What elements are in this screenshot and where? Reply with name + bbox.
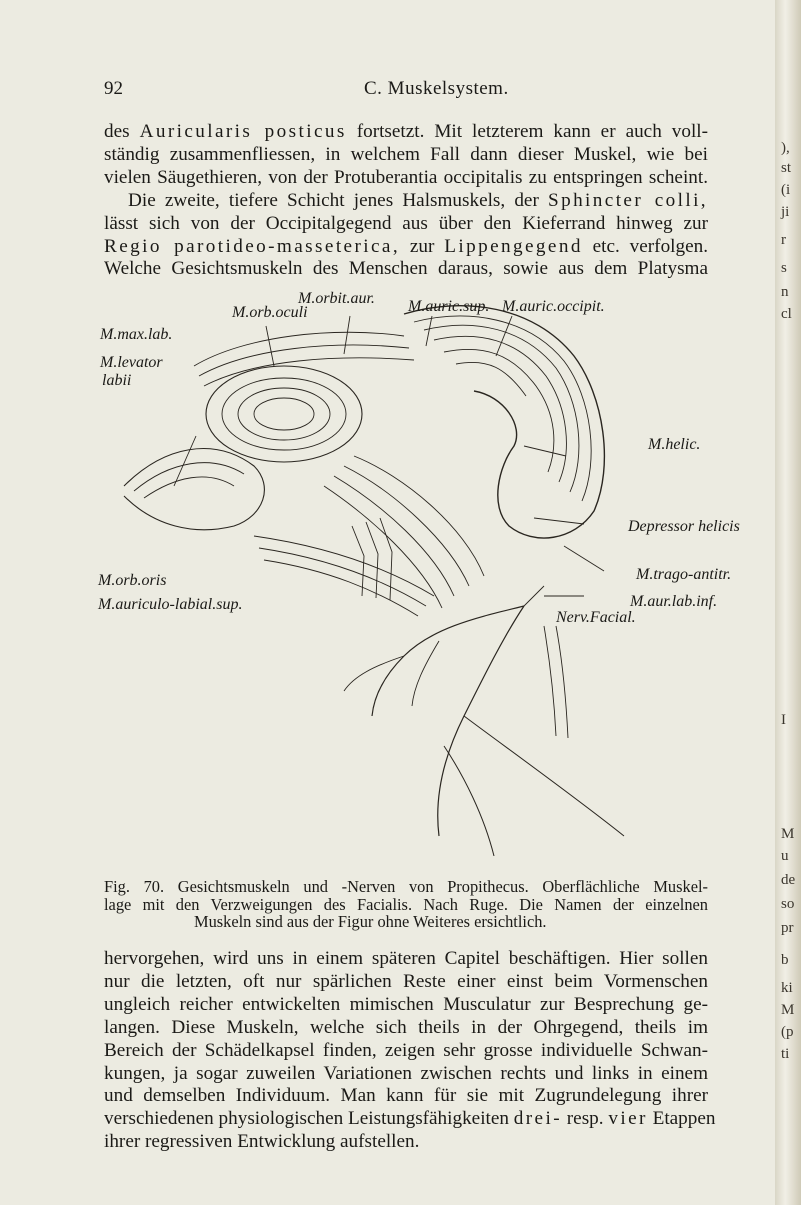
text-line: lässt sich von der Occipitalgegend aus über den Kieferrand hinweg zur: [104, 212, 708, 234]
text-line: Regio parotideo-masseterica, zur Lippengegend etc. verfolgen.: [104, 235, 709, 257]
label-depressor-helicis: Depressor helicis: [628, 518, 740, 535]
text-line: Welche Gesichtsmuskeln des Menschen daraus, sowie aus dem Platysma: [104, 258, 708, 280]
margin-fragment: cl: [781, 306, 792, 322]
text-line: ungleich reicher entwickelten mimischen Musculatur zur Besprechung ge-: [104, 993, 708, 1015]
margin-fragment: M: [781, 826, 795, 842]
label-m-auric-occipit: M.auric.occipit.: [502, 298, 605, 315]
text-line: vielen Säugethieren, von der Protuberantia occipitalis zu entspringen scheint.: [104, 166, 708, 188]
margin-fragment: s: [781, 260, 787, 276]
text-line: des Auricularis posticus fortsetzt. Mit letzterem kann er auch voll-: [104, 121, 708, 142]
margin-fragment: ji: [781, 204, 790, 220]
text-line: nur die letzten, oft nur spärlichen Reste einer einst beim Vormenschen: [104, 970, 708, 992]
running-head: C. Muskelsystem.: [364, 78, 509, 99]
paragraph-bottom: [104, 948, 716, 1154]
text-line: ständig zusammenfliessen, in welchem Fall dann dieser Muskel, wie bei: [104, 143, 708, 165]
text-line: langen. Diese Muskeln, welche sich theils in der Ohrgegend, theils im: [104, 1016, 708, 1038]
margin-fragment: n: [781, 284, 789, 300]
text-line: Bereich der Schädelkapsel finden, zeigen sehr grosse individuelle Schwan-: [104, 1039, 708, 1061]
label-m-auriculo-labial-sup: M.auriculo-labial.sup.: [98, 596, 243, 613]
page-number: 92: [104, 78, 123, 99]
label-labii: labii: [102, 372, 132, 389]
label-m-helic: M.helic.: [648, 436, 701, 453]
label-m-orb-oculi: M.orb.oculi: [232, 304, 308, 321]
label-nerv-facial: Nerv.Facial.: [556, 609, 636, 626]
margin-fragment: I: [781, 712, 786, 728]
margin-fragment: M: [781, 1002, 795, 1018]
margin-fragment: ),: [781, 140, 790, 156]
margin-fragment: (i: [781, 182, 791, 198]
figure-caption: [104, 878, 708, 931]
label-m-levator: M.levator: [100, 354, 163, 371]
text-line: verschiedenen physiologischen Leistungsfähigkeiten drei- resp. vier Etappen: [104, 1108, 716, 1130]
label-m-auric-sup: M.auric.sup.: [408, 298, 490, 315]
margin-fragment: b: [781, 952, 789, 968]
margin-fragment: r: [781, 232, 786, 248]
caption-line: Muskeln sind aus der Figur ohne Weiteres ersichtlich.: [194, 912, 547, 931]
text-line: kungen, ja sogar zuweilen Variationen zwischen rechts und links in einem: [104, 1062, 708, 1084]
caption-line: Fig. 70. Gesichtsmuskeln und -Nerven von Propithecus. Oberflächliche Muskel-: [104, 877, 708, 896]
margin-fragment: so: [781, 896, 795, 912]
text-line: ihrer regressiven Entwicklung aufstellen.: [104, 1131, 420, 1153]
adjacent-page-edge: [775, 0, 801, 1205]
page-header: [104, 78, 704, 104]
paragraph-top: [104, 121, 708, 281]
text-line: hervorgehen, wird uns in einem späteren Capitel beschäftigen. Hier sollen: [104, 948, 708, 969]
margin-fragment: ti: [781, 1046, 790, 1062]
margin-fragment: pr: [781, 920, 794, 936]
margin-fragment: (p: [781, 1024, 794, 1040]
text-line: und demselben Individuum. Man kann für sie mit Zugrundelegung ihrer: [104, 1085, 708, 1107]
label-m-orb-oris: M.orb.oris: [98, 572, 167, 589]
caption-line: lage mit den Verzweigungen des Facialis. Nach Ruge. Die Namen der einzelnen: [104, 894, 708, 914]
text-line: Die zweite, tiefere Schicht jenes Halsmuskels, der Sphincter colli,: [128, 189, 708, 211]
label-m-orbit-aur: M.orbit.aur.: [298, 290, 375, 307]
figure-70: [98, 290, 740, 856]
margin-fragment: u: [781, 848, 789, 864]
margin-fragment: st: [781, 160, 792, 176]
margin-fragment: ki: [781, 980, 793, 996]
label-m-aur-lab-inf: M.aur.lab.inf.: [630, 593, 718, 610]
margin-fragment: de: [781, 872, 796, 888]
label-m-trago-antitr: M.trago-antitr.: [636, 566, 732, 583]
label-m-max-lab: M.max.lab.: [100, 326, 173, 343]
